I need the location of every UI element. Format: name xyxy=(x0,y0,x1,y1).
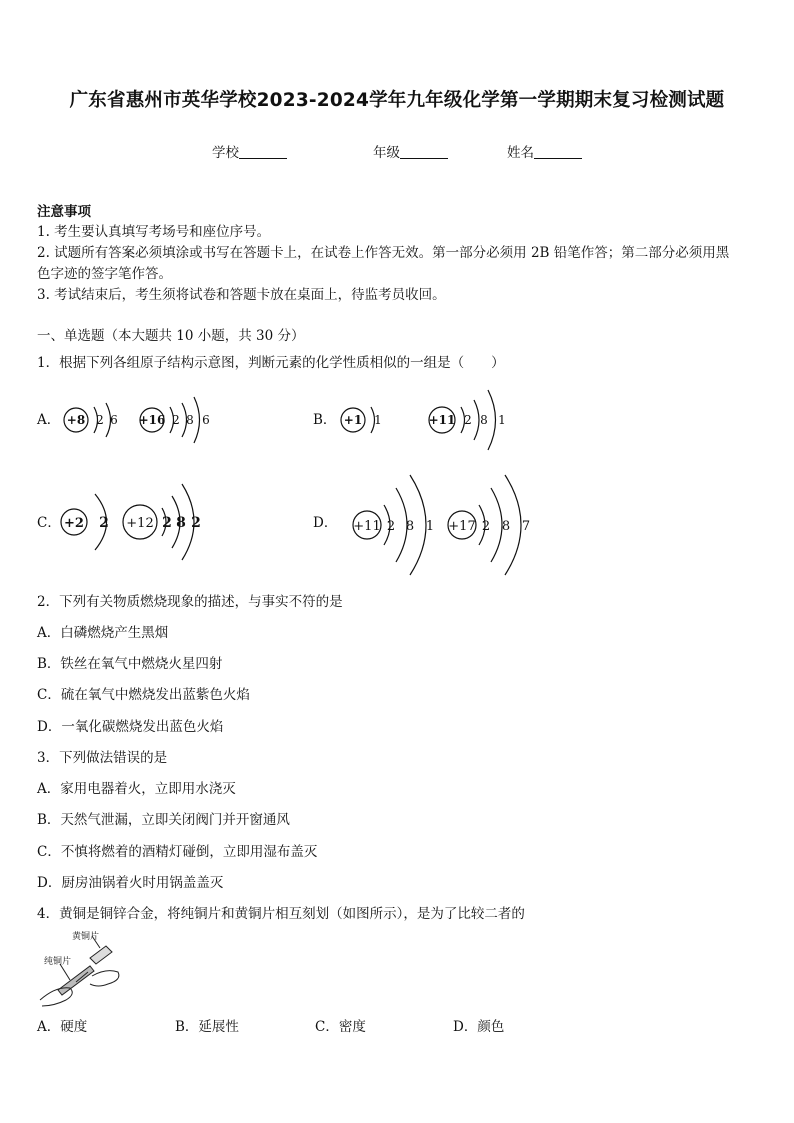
q4-option-c[interactable]: C．密度 xyxy=(315,1019,366,1035)
scratch-test-figure xyxy=(36,928,126,1010)
q3-option-d[interactable]: D．厨房油锅着火时用锅盖盖灭 xyxy=(37,875,224,891)
electron-shell-arc xyxy=(474,400,479,440)
question-1-stem: 1．根据下列各组原子结构示意图，判断元素的化学性质相似的一组是（ ） xyxy=(37,355,505,371)
copper-label: 纯铜片 xyxy=(44,957,72,967)
shell-electrons: 2 xyxy=(99,515,109,531)
nucleus-charge: +2 xyxy=(64,516,84,531)
q2-option-c[interactable]: C．硫在氧气中燃烧发出蓝紫色火焰 xyxy=(37,687,250,703)
grade-label: 年级 xyxy=(373,145,400,161)
notice-item: 1. 考生要认真填写考场号和座位序号。 xyxy=(37,224,271,240)
grade-blank[interactable] xyxy=(400,144,448,159)
shell-electrons: 2 xyxy=(386,519,396,534)
shell-electrons: 8 xyxy=(501,519,511,534)
shell-electrons: 2 xyxy=(172,413,180,427)
shell-electrons: 7 xyxy=(521,519,531,534)
grade-field[interactable] xyxy=(373,141,448,161)
shell-electrons: 2 xyxy=(191,515,201,531)
nucleus-charge: +16 xyxy=(138,413,166,427)
question-2-stem: 2．下列有关物质燃烧现象的描述，与事实不符的是 xyxy=(37,594,343,610)
name-blank[interactable] xyxy=(534,144,582,159)
notice-item: 色字迹的签字笔作答。 xyxy=(37,266,172,282)
shell-electrons: 6 xyxy=(202,413,210,427)
question-3-stem: 3．下列做法错误的是 xyxy=(37,750,168,766)
shell-electrons: 8 xyxy=(186,413,194,427)
q1-option-d-label[interactable]: D． xyxy=(313,515,338,531)
nucleus-charge: +1 xyxy=(343,413,363,427)
shell-electrons: 6 xyxy=(110,413,118,427)
nucleus-charge: +8 xyxy=(66,413,86,427)
brass-label: 黄铜片 xyxy=(72,932,100,942)
school-blank[interactable] xyxy=(239,144,287,159)
shell-electrons: 2 xyxy=(96,413,104,427)
shell-electrons: 1 xyxy=(498,413,506,427)
question-4-stem: 4．黄铜是铜锌合金，将纯铜片和黄铜片相互刻划（如图所示），是为了比较二者的 xyxy=(37,906,525,922)
shell-electrons: 1 xyxy=(374,413,382,427)
q2-option-b[interactable]: B．铁丝在氧气中燃烧火星四射 xyxy=(37,656,223,672)
shell-electrons: 2 xyxy=(162,515,172,531)
shell-electrons: 8 xyxy=(480,413,488,427)
name-field[interactable] xyxy=(507,141,582,161)
school-label: 学校 xyxy=(212,145,239,161)
q4-option-a[interactable]: A．硬度 xyxy=(37,1019,88,1035)
shell-electrons: 2 xyxy=(481,519,491,534)
q4-option-b[interactable]: B．延展性 xyxy=(175,1019,239,1035)
notice-heading: 注意事项 xyxy=(37,204,91,220)
q3-option-c[interactable]: C．不慎将燃着的酒精灯碰倒，立即用湿布盖灭 xyxy=(37,844,318,860)
electron-shell-arc xyxy=(194,397,200,443)
electron-shell-arc xyxy=(488,390,496,450)
section-heading: 一、单选题（本大题共 10 小题，共 30 分） xyxy=(37,328,305,344)
nucleus-charge: +11 xyxy=(428,413,456,427)
school-field[interactable] xyxy=(212,141,287,161)
nucleus-charge: +11 xyxy=(353,519,381,534)
hand xyxy=(90,971,119,986)
nucleus-charge: +17 xyxy=(448,519,476,534)
shell-electrons: 8 xyxy=(405,519,415,534)
q4-option-d[interactable]: D．颜色 xyxy=(453,1019,505,1035)
q1-option-c-label[interactable]: C． xyxy=(37,515,61,531)
page-title: 广东省惠州市英华学校2023-2024学年九年级化学第一学期期末复习检测试题 xyxy=(69,90,725,111)
q2-option-d[interactable]: D．一氧化碳燃烧发出蓝色火焰 xyxy=(37,719,224,735)
nucleus-charge: +12 xyxy=(126,516,154,531)
notice-item: 2. 试题所有答案必须填涂或书写在答题卡上，在试卷上作答无效。第一部分必须用 2B 铅笔作答；第二部分必须用黑 xyxy=(37,245,730,261)
q1-atom-diagrams xyxy=(0,370,794,580)
shell-electrons: 8 xyxy=(176,515,186,531)
notice-item: 3. 考试结束后，考生须将试卷和答题卡放在桌面上，待监考员收回。 xyxy=(37,287,446,303)
name-label: 姓名 xyxy=(507,145,534,161)
q3-option-b[interactable]: B．天然气泄漏，立即关闭阀门并开窗通风 xyxy=(37,812,290,828)
shell-electrons: 2 xyxy=(464,413,472,427)
q2-option-a[interactable]: A．白磷燃烧产生黑烟 xyxy=(37,625,169,641)
brass-strip xyxy=(90,946,112,964)
electron-shell-arc xyxy=(491,488,502,562)
q1-option-a-label[interactable]: A． xyxy=(37,412,61,428)
q1-option-b-label[interactable]: B． xyxy=(313,412,337,428)
q3-option-a[interactable]: A．家用电器着火，立即用水浇灭 xyxy=(37,781,236,797)
shell-electrons: 1 xyxy=(425,519,435,534)
